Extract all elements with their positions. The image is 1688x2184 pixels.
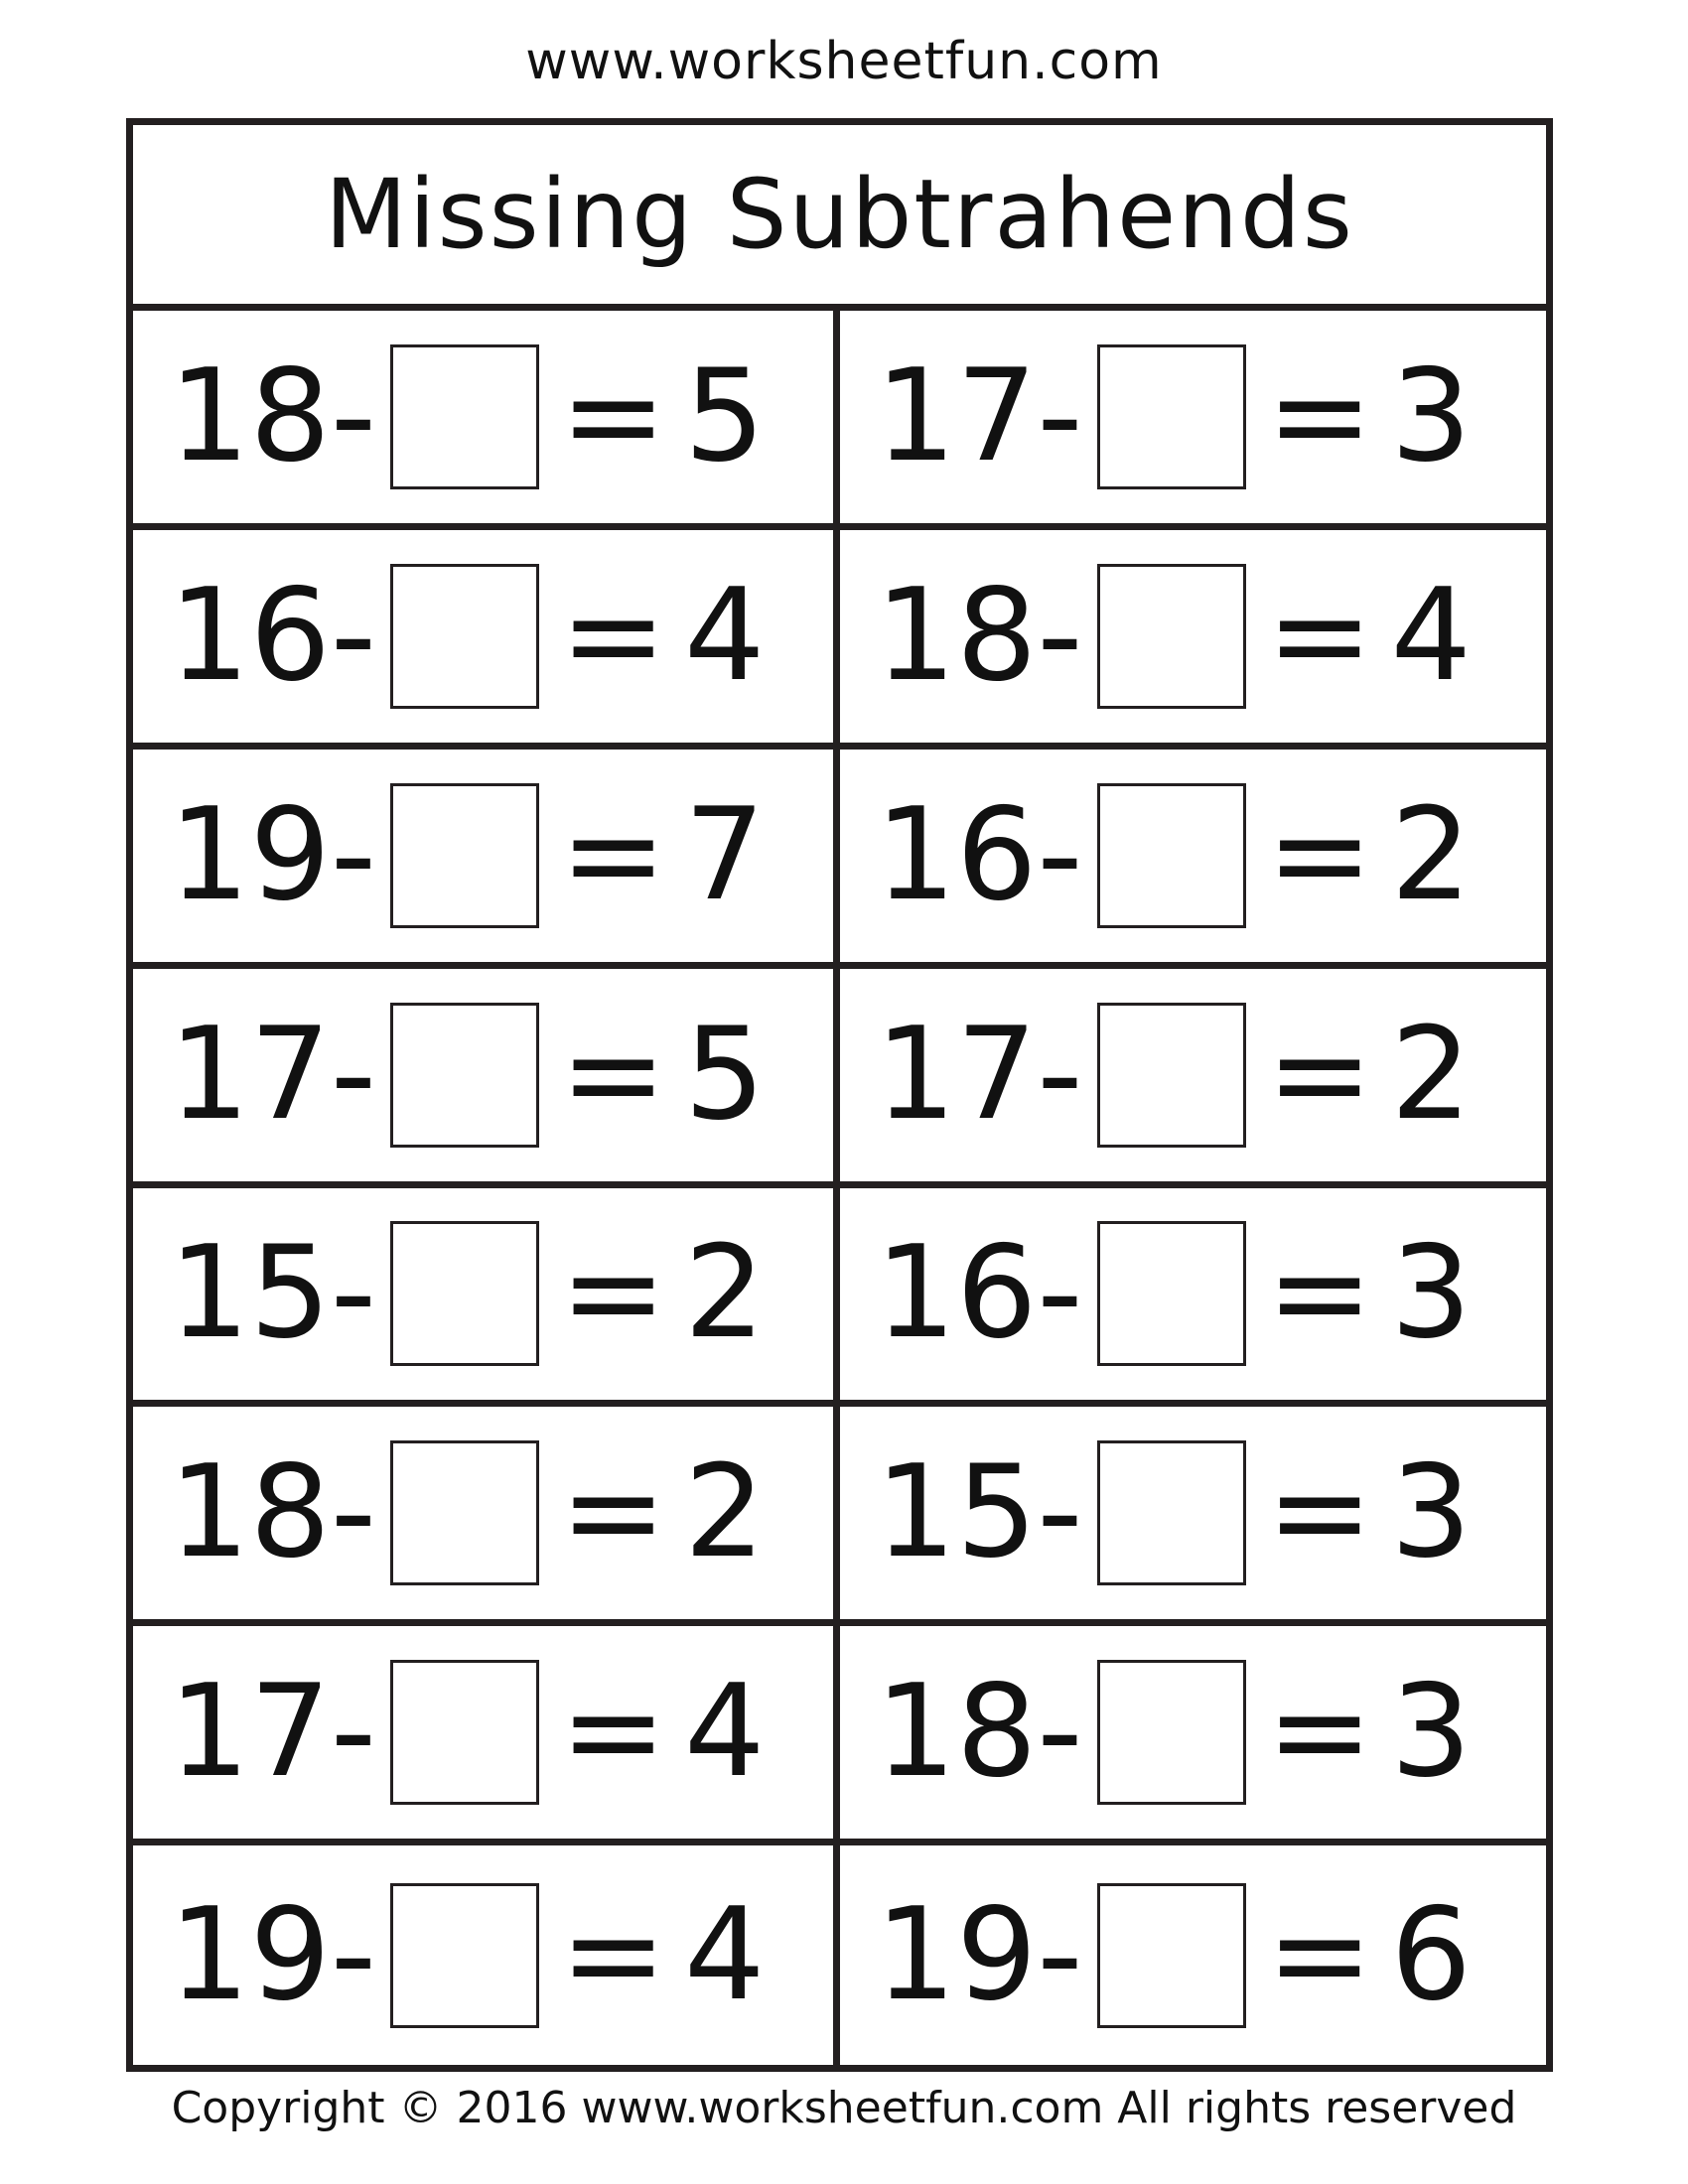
- difference-text: 3: [1390, 341, 1472, 490]
- minuend-text: 17-: [169, 1000, 377, 1149]
- problem-cell: [133, 1188, 840, 1408]
- difference-text: 2: [684, 1438, 766, 1587]
- difference-text: 4: [684, 561, 766, 710]
- problem-cell: [840, 1626, 1547, 1845]
- problem-cell: [840, 530, 1547, 750]
- minuend-text: 18-: [875, 561, 1083, 710]
- equals-sign: =: [560, 1219, 667, 1368]
- problem-cell: [840, 750, 1547, 969]
- problem-cell: [133, 1626, 840, 1845]
- minuend-text: 17-: [875, 1000, 1083, 1149]
- problem-cell: [840, 1407, 1547, 1626]
- problem-cell: [840, 311, 1547, 530]
- answer-box[interactable]: [1097, 1221, 1246, 1366]
- equals-sign: =: [1266, 1219, 1373, 1368]
- answer-box[interactable]: [390, 564, 539, 709]
- minuend-text: 18-: [169, 341, 377, 490]
- minuend-text: 18-: [875, 1658, 1083, 1807]
- copyright-footer: Copyright © 2016 www.worksheetfun.com All rights reserved: [171, 2083, 1517, 2133]
- answer-box[interactable]: [390, 1221, 539, 1366]
- difference-text: 3: [1390, 1658, 1472, 1807]
- minuend-text: 19-: [169, 780, 377, 929]
- equals-sign: =: [1266, 1000, 1373, 1149]
- answer-box[interactable]: [390, 1003, 539, 1148]
- difference-text: 2: [1390, 1000, 1472, 1149]
- site-url-header: www.worksheetfun.com: [525, 32, 1163, 91]
- minuend-text: 15-: [169, 1219, 377, 1368]
- difference-text: 6: [1390, 1880, 1472, 2029]
- difference-text: 5: [684, 341, 766, 490]
- difference-text: 3: [1390, 1219, 1472, 1368]
- answer-box[interactable]: [1097, 1883, 1246, 2028]
- answer-box[interactable]: [390, 1883, 539, 2028]
- equals-sign: =: [1266, 780, 1373, 929]
- equals-sign: =: [560, 561, 667, 710]
- minuend-text: 18-: [169, 1438, 377, 1587]
- equals-sign: =: [560, 1000, 667, 1149]
- minuend-text: 16-: [875, 780, 1083, 929]
- answer-box[interactable]: [1097, 1003, 1246, 1148]
- equals-sign: =: [560, 780, 667, 929]
- answer-box[interactable]: [390, 344, 539, 489]
- difference-text: 7: [684, 780, 766, 929]
- problem-cell: [840, 1188, 1547, 1408]
- difference-text: 4: [684, 1880, 766, 2029]
- equals-sign: =: [1266, 561, 1373, 710]
- minuend-text: 19-: [875, 1880, 1083, 2029]
- equals-sign: =: [1266, 1658, 1373, 1807]
- problem-cell: [133, 1407, 840, 1626]
- worksheet-frame: [126, 118, 1553, 2072]
- answer-box[interactable]: [1097, 564, 1246, 709]
- equals-sign: =: [560, 1438, 667, 1587]
- problem-cell: [133, 530, 840, 750]
- equals-sign: =: [560, 1658, 667, 1807]
- answer-box[interactable]: [390, 783, 539, 928]
- minuend-text: 15-: [875, 1438, 1083, 1587]
- problem-cell: [133, 311, 840, 530]
- problem-cell: [840, 1845, 1547, 2065]
- minuend-text: 17-: [875, 341, 1083, 490]
- equals-sign: =: [1266, 1438, 1373, 1587]
- difference-text: 3: [1390, 1438, 1472, 1587]
- difference-text: 2: [1390, 780, 1472, 929]
- answer-box[interactable]: [1097, 783, 1246, 928]
- problem-cell: [840, 969, 1547, 1188]
- equals-sign: =: [1266, 341, 1373, 490]
- minuend-text: 16-: [875, 1219, 1083, 1368]
- problem-cell: [133, 750, 840, 969]
- minuend-text: 17-: [169, 1658, 377, 1807]
- answer-box[interactable]: [1097, 1440, 1246, 1585]
- problem-cell: [133, 969, 840, 1188]
- problem-grid: [133, 311, 1546, 2065]
- difference-text: 2: [684, 1219, 766, 1368]
- difference-text: 4: [684, 1658, 766, 1807]
- difference-text: 4: [1390, 561, 1472, 710]
- equals-sign: =: [560, 1880, 667, 2029]
- minuend-text: 16-: [169, 561, 377, 710]
- answer-box[interactable]: [1097, 344, 1246, 489]
- answer-box[interactable]: [1097, 1660, 1246, 1805]
- worksheet-title: Missing Subtrahends: [133, 125, 1546, 311]
- equals-sign: =: [1266, 1880, 1373, 2029]
- answer-box[interactable]: [390, 1440, 539, 1585]
- difference-text: 5: [684, 1000, 766, 1149]
- problem-cell: [133, 1845, 840, 2065]
- answer-box[interactable]: [390, 1660, 539, 1805]
- equals-sign: =: [560, 341, 667, 490]
- minuend-text: 19-: [169, 1880, 377, 2029]
